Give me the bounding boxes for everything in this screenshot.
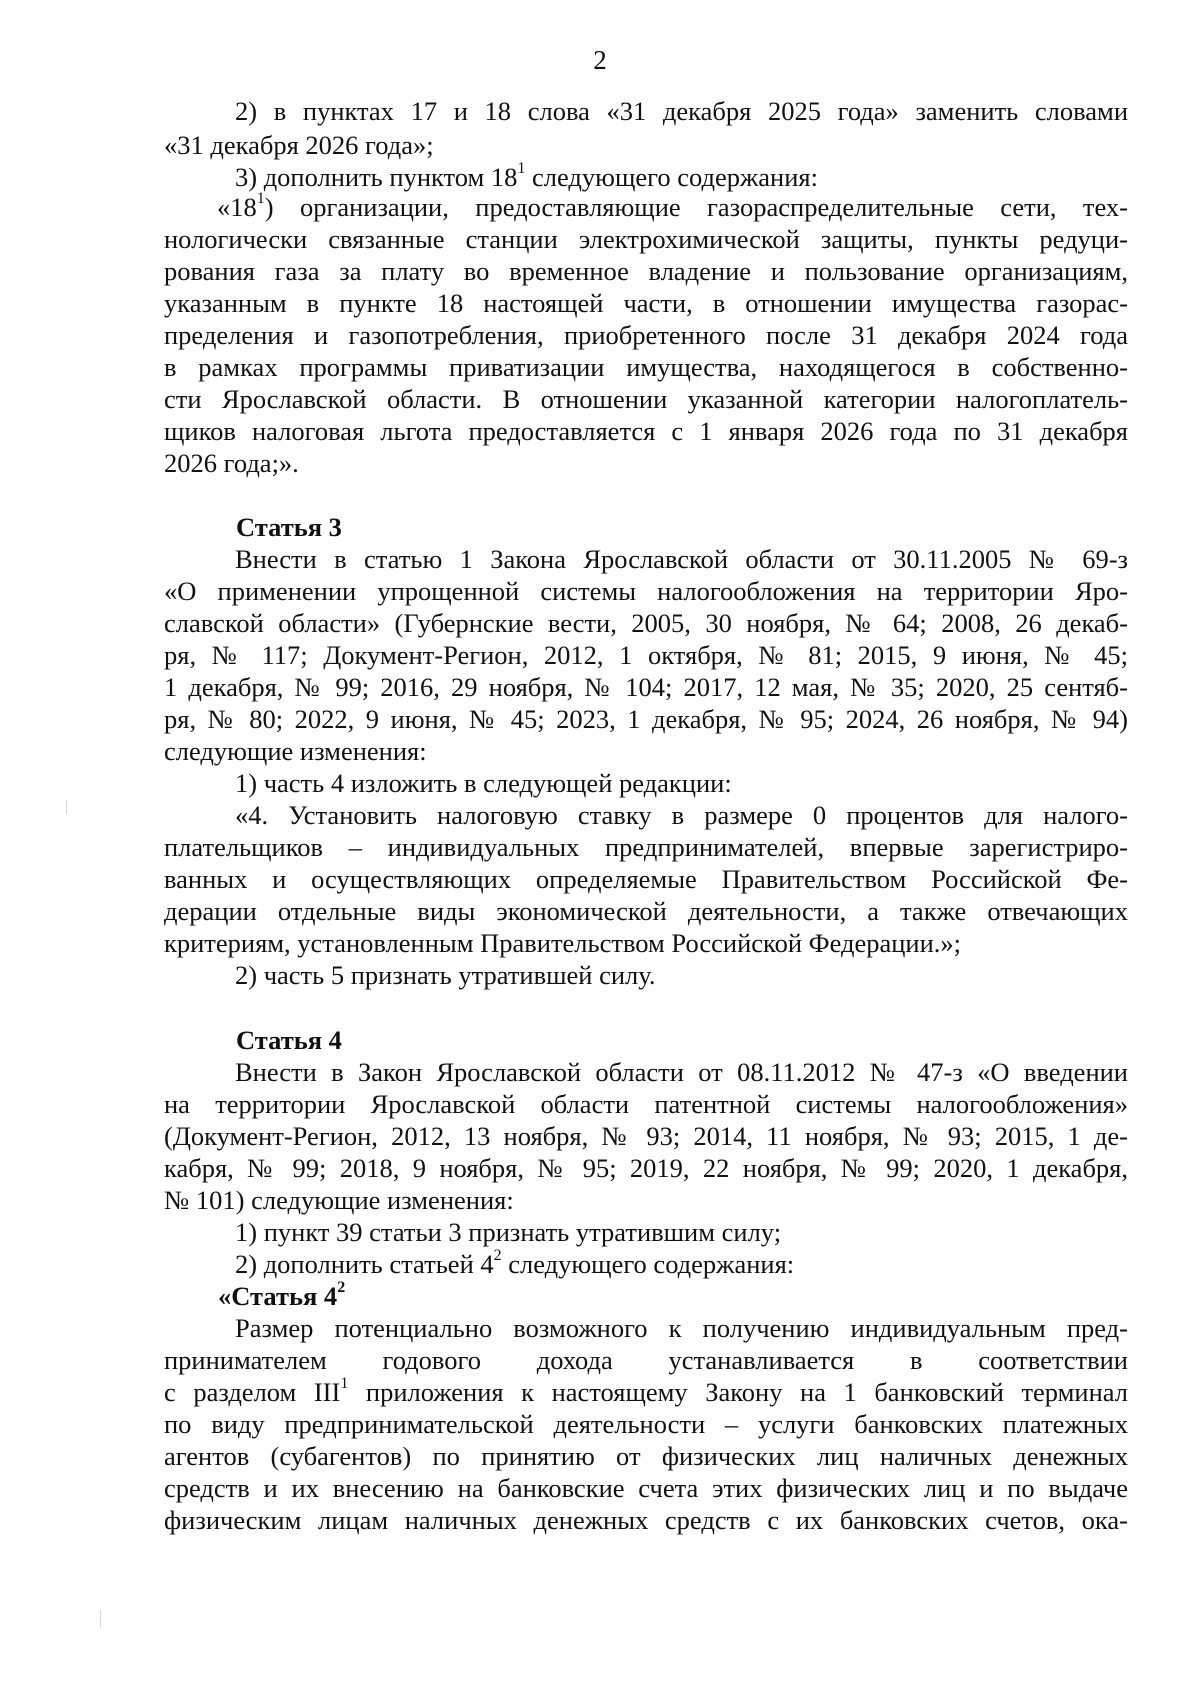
amend-2-line-2: «31 декабря 2026 года»; bbox=[164, 130, 434, 160]
article-4-body-line-4: по виду предпринимательской деятельности – услуги банковских платежных bbox=[164, 1409, 1128, 1439]
quote-open: «18 bbox=[217, 192, 257, 222]
article-3-line-7: следующие изменения: bbox=[164, 736, 427, 766]
quoted-article-heading bbox=[218, 1279, 345, 1313]
article-3-line-3: славской области» (Губернские вести, 2005, 30 ноября, № 64; 2008, 26 декаб- bbox=[164, 608, 1128, 638]
superscript: 2 bbox=[337, 1279, 346, 1297]
article-4-body-line-1: Размер потенциально возможного к получению индивидуальным пред- bbox=[235, 1313, 1128, 1343]
article-4-line-4: кабря, № 99; 2018, 9 ноября, № 95; 2019, 22 ноября, № 99; 2020, 1 декабря, bbox=[164, 1153, 1128, 1183]
item-2-tail: следующего содержания: bbox=[501, 1249, 795, 1279]
article-4-body-line-3 bbox=[164, 1375, 1128, 1409]
article-3-quote-line-2: плательщиков – индивидуальных предпринимателей, впервые зарегистриро- bbox=[164, 832, 1128, 862]
amend-3-quote-line-2: нологически связанные станции электрохимической защиты, пункты редуци- bbox=[164, 224, 1128, 254]
article-4-body-line-5: агентов (субагентов) по принятию от физических лиц наличных денежных bbox=[164, 1441, 1128, 1471]
body-line-3-text: с разделом III bbox=[164, 1377, 341, 1407]
amend-3-intro-tail: следующего содержания: bbox=[525, 162, 818, 192]
superscript: 1 bbox=[340, 1375, 349, 1393]
article-4-line-2: на территории Ярославской области патентной системы налогообложения» bbox=[164, 1089, 1128, 1119]
amend-3-quote-line-1 bbox=[217, 190, 1128, 224]
article-3-line-4: ря, № 117; Документ-Регион, 2012, 1 октября, № 81; 2015, 9 июня, № 45; bbox=[164, 640, 1128, 670]
article-4-item-1: 1) пункт 39 статьи 3 признать утратившим силу; bbox=[235, 1217, 782, 1247]
article-3-item-2: 2) часть 5 признать утратившей силу. bbox=[235, 960, 656, 990]
article-3-heading: Статья 3 bbox=[236, 512, 342, 542]
quote-text: ) организации, предоставляющие газораспределительные сети, тех- bbox=[264, 192, 1128, 222]
article-4-line-1: Внести в Закон Ярославской области от 08.11.2012 № 47-з «О введении bbox=[235, 1057, 1128, 1087]
amend-3-quote-line-3: рования газа за плату во временное владение и пользование организациям, bbox=[164, 256, 1128, 286]
article-3-line-1: Внести в статью 1 Закона Ярославской области от 30.11.2005 № 69-з bbox=[235, 544, 1128, 574]
scan-mark bbox=[100, 1610, 101, 1628]
article-4-body-line-7: физическим лицам наличных денежных средств с их банковских счетов, ока- bbox=[164, 1505, 1128, 1535]
article-4-item-2 bbox=[235, 1247, 794, 1281]
article-4-line-5: № 101) следующие изменения: bbox=[164, 1185, 514, 1215]
article-4-line-3: (Документ-Регион, 2012, 13 ноября, № 93; 2014, 11 ноября, № 93; 2015, 1 де- bbox=[164, 1121, 1128, 1151]
amend-3-quote-line-8: щиков налоговая льгота предоставляется с 1 января 2026 года по 31 декабря bbox=[164, 416, 1128, 446]
article-3-quote-line-1: «4. Установить налоговую ставку в размере 0 процентов для налого- bbox=[235, 800, 1128, 830]
article-4-body-line-6: средств и их внесению на банковские счета этих физических лиц и по выдаче bbox=[164, 1473, 1128, 1503]
amend-3-quote-line-6: в рамках программы приватизации имущества, находящегося в собственно- bbox=[164, 352, 1128, 382]
amend-3-intro-text: 3) дополнить пунктом 18 bbox=[235, 162, 518, 192]
quoted-heading-text: «Статья 4 bbox=[218, 1281, 338, 1311]
article-3-quote-line-4: дерации отдельные виды экономической деятельности, а также отвечающих bbox=[164, 896, 1128, 926]
amend-3-quote-line-4: указанным в пункте 18 настоящей части, в отношении имущества газорас- bbox=[164, 288, 1128, 318]
article-4-body-line-2: принимателем годового дохода устанавливается в соответствии bbox=[164, 1345, 1128, 1375]
amend-3-intro bbox=[235, 160, 818, 194]
scan-mark bbox=[66, 800, 67, 814]
superscript: 1 bbox=[517, 160, 526, 178]
article-3-quote-line-3: ванных и осуществляющих определяемые Правительством Российской Фе- bbox=[164, 864, 1128, 894]
amend-2-line-1: 2) в пунктах 17 и 18 слова «31 декабря 2025 года» заменить словами bbox=[235, 96, 1128, 126]
article-4-heading: Статья 4 bbox=[236, 1025, 342, 1055]
amend-3-quote-line-5: пределения и газопотребления, приобретенного после 31 декабря 2024 года bbox=[164, 320, 1128, 350]
article-3-line-2: «О применении упрощенной системы налогообложения на территории Яро- bbox=[164, 576, 1128, 606]
page-number: 2 bbox=[593, 45, 607, 75]
amend-3-quote-line-7: сти Ярославской области. В отношении указанной категории налогоплатель- bbox=[164, 384, 1128, 414]
article-3-line-5: 1 декабря, № 99; 2016, 29 ноября, № 104; 2017, 12 мая, № 35; 2020, 25 сентяб- bbox=[164, 672, 1128, 702]
item-2-text: 2) дополнить статьей 4 bbox=[235, 1249, 494, 1279]
article-3-quote-line-5: критериям, установленным Правительством Российской Федерации.»; bbox=[164, 928, 962, 958]
article-3-line-6: ря, № 80; 2022, 9 июня, № 45; 2023, 1 декабря, № 95; 2024, 26 ноября, № 94) bbox=[164, 704, 1128, 734]
body-line-3-tail: приложения к настоящему Закону на 1 банковский терминал bbox=[348, 1377, 1128, 1407]
superscript: 1 bbox=[256, 190, 265, 208]
amend-3-quote-line-9: 2026 года;». bbox=[164, 448, 299, 478]
article-3-item-1: 1) часть 4 изложить в следующей редакции: bbox=[235, 768, 732, 798]
superscript: 2 bbox=[493, 1247, 502, 1265]
